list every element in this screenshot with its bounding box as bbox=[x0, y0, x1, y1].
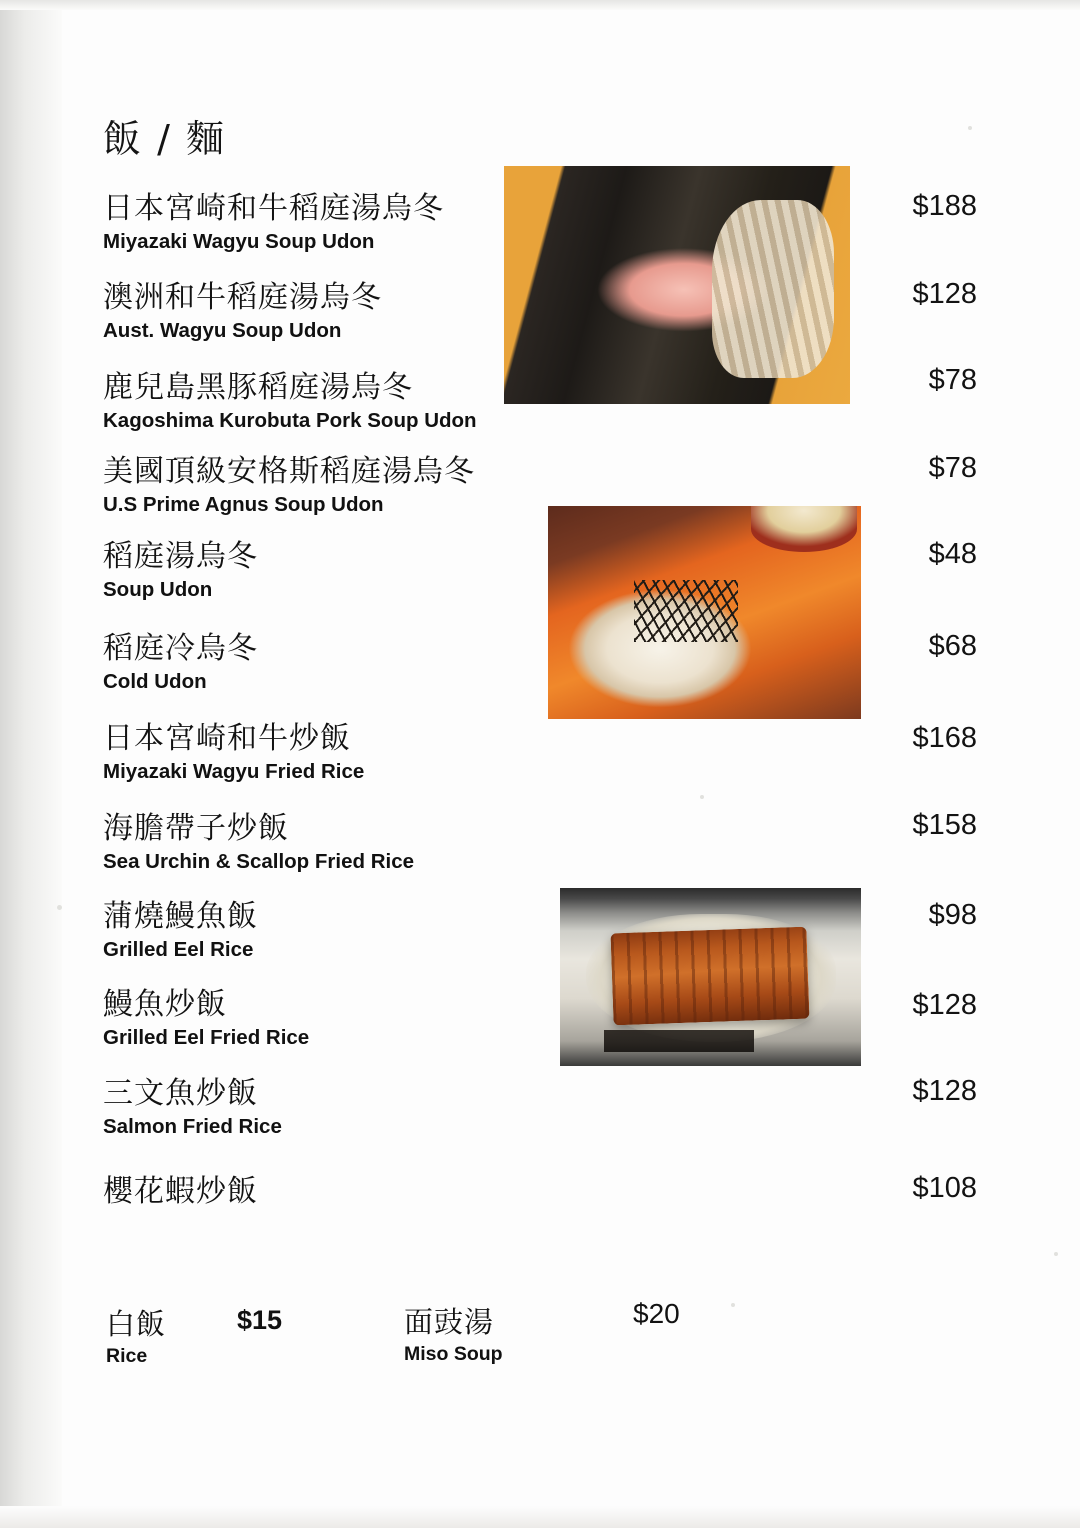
page-title: 飯 / 麵 bbox=[103, 117, 226, 161]
item-name-cn: 鰻魚炒飯 bbox=[103, 987, 227, 1022]
menu-item bbox=[103, 900, 258, 962]
item-price: $98 bbox=[928, 899, 977, 931]
cold-udon-photo bbox=[548, 506, 861, 719]
menu-item bbox=[103, 1077, 282, 1139]
menu-item bbox=[103, 540, 258, 602]
menu-item-extra bbox=[106, 1308, 166, 1368]
item-name-en: Sea Urchin & Scallop Fried Rice bbox=[103, 849, 415, 873]
item-name-en: Miyazaki Wagyu Soup Udon bbox=[103, 229, 375, 253]
grilled-eel-rice-photo bbox=[560, 888, 861, 1066]
item-price: $78 bbox=[928, 452, 977, 484]
item-name-en: Rice bbox=[106, 1344, 148, 1367]
menu-item bbox=[103, 371, 477, 433]
item-price: $78 bbox=[928, 364, 977, 396]
menu-item bbox=[103, 455, 475, 517]
item-name-cn: 稻庭冷烏冬 bbox=[103, 631, 258, 666]
item-name-cn: 日本宮崎和牛炒飯 bbox=[103, 721, 351, 756]
item-price: $188 bbox=[912, 190, 977, 222]
item-name-cn: 海膽帶子炒飯 bbox=[103, 811, 289, 846]
item-name-cn: 蒲燒鰻魚飯 bbox=[103, 899, 258, 934]
menu-item-extra bbox=[404, 1306, 503, 1366]
item-price: $48 bbox=[928, 538, 977, 570]
menu-item bbox=[103, 988, 309, 1050]
item-price: $108 bbox=[912, 1172, 977, 1204]
item-price: $68 bbox=[928, 630, 977, 662]
item-name-en: U.S Prime Agnus Soup Udon bbox=[103, 492, 384, 516]
item-name-en: Kagoshima Kurobuta Pork Soup Udon bbox=[103, 408, 477, 432]
item-name-cn: 美國頂級安格斯稻庭湯烏冬 bbox=[103, 454, 475, 489]
item-price: $128 bbox=[912, 278, 977, 310]
item-name-cn: 鹿兒島黑豚稻庭湯烏冬 bbox=[103, 370, 413, 405]
menu-item bbox=[103, 632, 258, 694]
item-price: $20 bbox=[633, 1298, 680, 1329]
item-name-en: Aust. Wagyu Soup Udon bbox=[103, 318, 342, 342]
item-name-cn: 日本宮崎和牛稻庭湯烏冬 bbox=[103, 191, 444, 226]
item-price: $168 bbox=[912, 722, 977, 754]
wagyu-soup-udon-photo bbox=[504, 166, 850, 404]
item-name-cn: 三文魚炒飯 bbox=[103, 1076, 258, 1111]
item-name-en: Cold Udon bbox=[103, 669, 207, 693]
item-name-en: Miso Soup bbox=[404, 1342, 503, 1365]
item-name-cn: 櫻花蝦炒飯 bbox=[103, 1174, 258, 1209]
menu-item bbox=[103, 281, 382, 343]
item-name-cn: 稻庭湯烏冬 bbox=[103, 539, 258, 574]
menu-item bbox=[103, 192, 444, 254]
item-name-en: Soup Udon bbox=[103, 577, 213, 601]
item-name-en: Salmon Fried Rice bbox=[103, 1114, 282, 1138]
item-name-cn: 澳洲和牛稻庭湯烏冬 bbox=[103, 280, 382, 315]
item-name-en: Grilled Eel Rice bbox=[103, 937, 254, 961]
menu-item bbox=[103, 812, 414, 874]
item-price: $128 bbox=[912, 1075, 977, 1107]
item-name-en: Miyazaki Wagyu Fried Rice bbox=[103, 759, 365, 783]
item-name-cn: 白飯 bbox=[106, 1307, 167, 1341]
item-name-cn: 面豉湯 bbox=[404, 1305, 495, 1339]
item-price: $15 bbox=[237, 1305, 283, 1335]
item-price: $128 bbox=[912, 989, 977, 1021]
item-price: $158 bbox=[912, 809, 977, 841]
item-name-en: Grilled Eel Fried Rice bbox=[103, 1025, 310, 1049]
menu-item bbox=[103, 722, 364, 784]
menu-item bbox=[103, 1175, 258, 1213]
